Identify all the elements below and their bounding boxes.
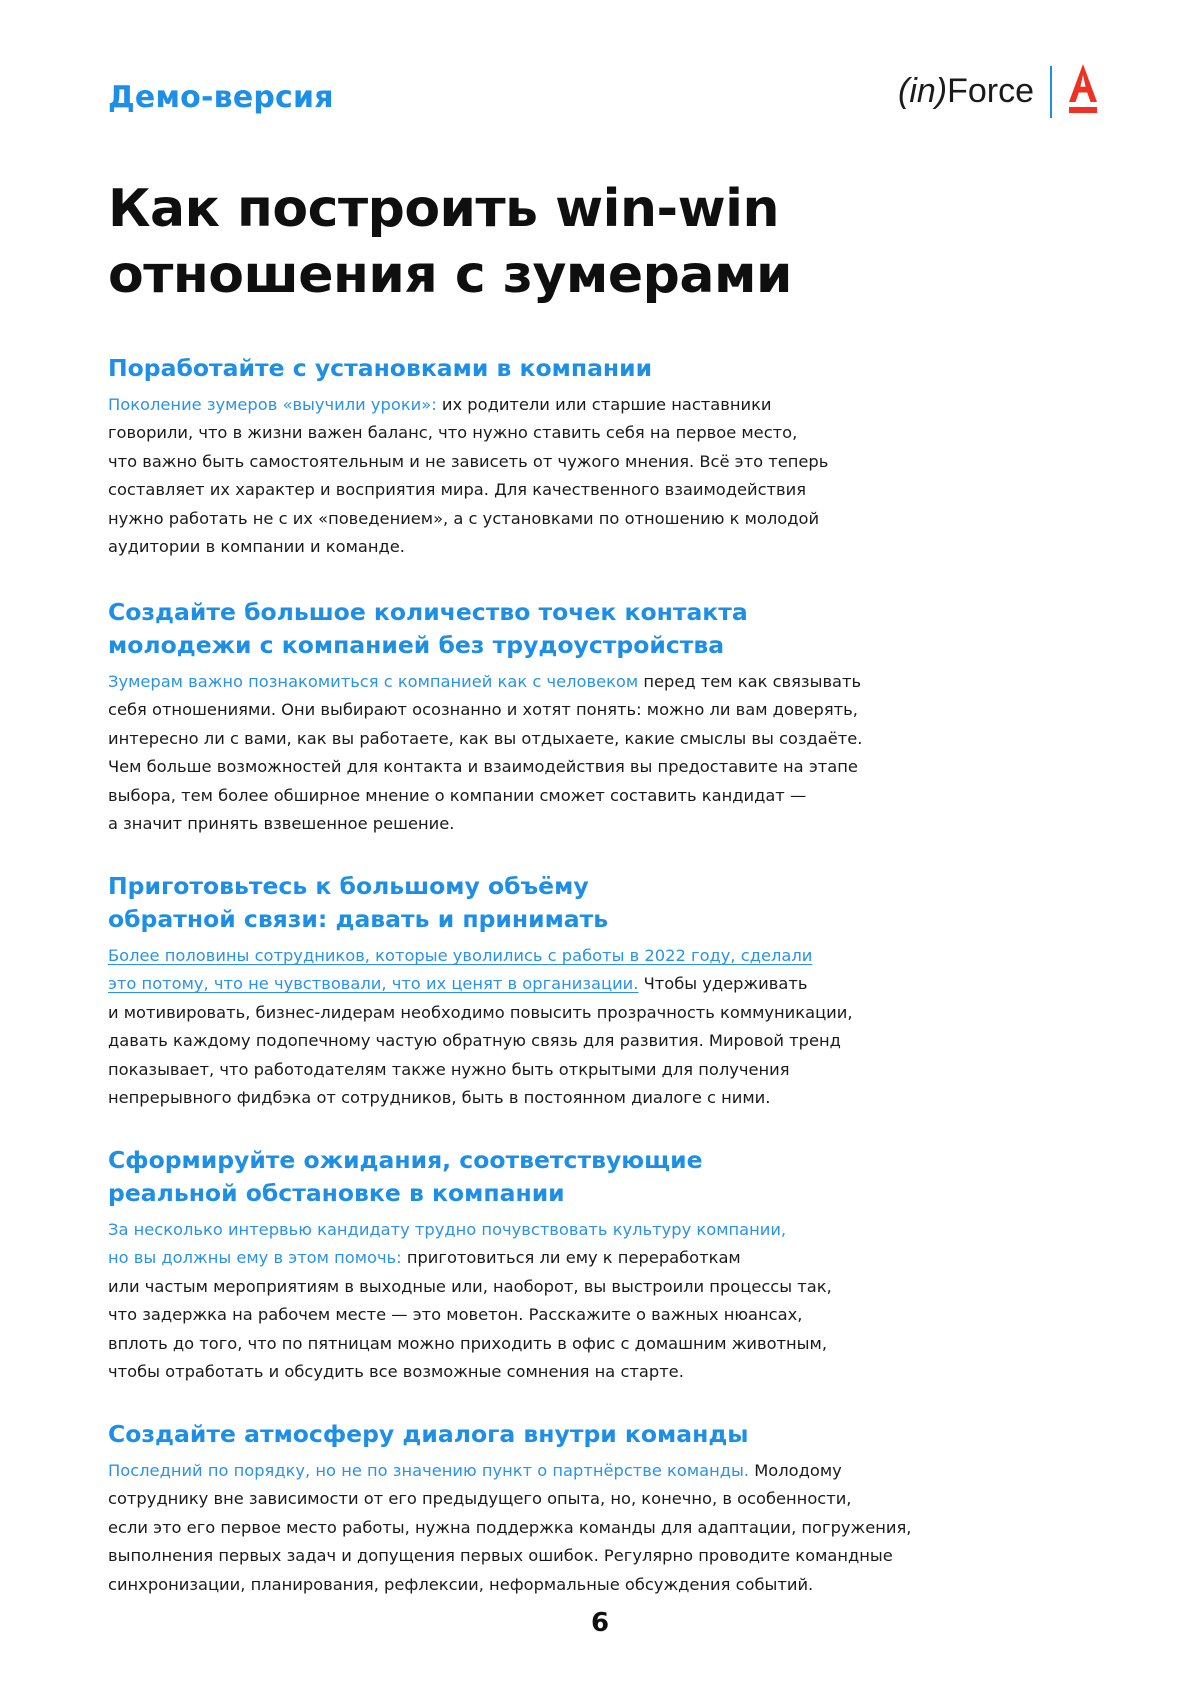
section-lead-text: Зумерам важно познакомиться с компанией как с человеком [108,672,639,691]
section-lead-text: Последний по порядку, но не по значению пункт о партнёрстве команды. [108,1461,750,1480]
section-heading: Создайте атмосферу диалога внутри команды [108,1420,749,1448]
section-feedback [108,870,1008,1112]
section-attitudes [108,352,1008,561]
section-body: Более половины сотрудников, которые уволились с работы в 2022 году, сделали это потому, что не чувствовали, что их ценят в организации. Чтобы удерживать и мотивировать, бизнес-лидерам необходимо повысить прозрачность коммуникации, давать каждому подопечному частую обратную связь для развития. Мировой тренд показывает, что работодателям также нужно быть открытыми для получения непрерывного фидбэка от сотрудников, быть в постоянном диалоге с ними. [108,946,853,1108]
section-body: За несколько интервью кандидату трудно почувствовать культуру компании, но вы должны ему в этом помочь: приготовиться ли ему к переработкам или частым мероприятиям в выходные или, наоборот, вы выстроили процессы так, что задержка на рабочем месте — это моветон. Расскажите о важных нюансах, вплоть до того, что по пятницам можно приходить в офис с домашним животным, чтобы отработать и обсудить все возможные сомнения на старте. [108,1220,832,1382]
section-body: Последний по порядку, но не по значению пункт о партнёрстве команды. Молодому сотруднику вне зависимости от его предыдущего опыта, но, конечно, в особенности, если это его первое место работы, нужна поддержка команды для адаптации, погружения, выполнения первых задач и допущения первых ошибок. Регулярно проводите командные синхронизации, планирования, рефлексии, неформальные обсуждения событий. [108,1461,912,1594]
demo-version-label: Демо-версия [108,80,334,115]
section-heading: Поработайте с установками в компании [108,354,653,382]
section-body: Зумерам важно познакомиться с компанией как с человеком перед тем как связывать себя отношениями. Они выбирают осознанно и хотят понять: можно ли вам доверять, интересно ли с вами, как вы работаете, как вы отдыхаете, какие смыслы вы создаёте. Чем больше возможностей для контакта и взаимодействия вы предоставите на этапе выбора, тем более обширное мнение о компании сможет составить кандидат — а значит принять взвешенное решение. [108,672,863,834]
section-heading: Создайте большое количество точек контакта молодежи с компанией без трудоустройства [108,598,748,659]
section-lead-text: За несколько интервью кандидату трудно почувствовать культуру компании, но вы должны ему в этом помочь: [108,1220,787,1268]
page-title: Как построить win-win отношения с зумерами [108,179,792,305]
section-lead-text: Поколение зумеров «выучили уроки»: [108,395,437,414]
section-expectations [108,1144,1008,1386]
inforce-logo: (in)Force [898,72,1035,110]
section-contact-points [108,596,1008,838]
section-lead-link[interactable]: Более половины сотрудников, которые уволились с работы в 2022 году, сделали это потому, что не чувствовали, что их ценят в организации. [108,946,813,994]
page-number: 6 [590,1608,610,1638]
section-body: Поколение зумеров «выучили уроки»: их родители или старшие наставники говорили, что в жизни важен баланс, что нужно ставить себя на первое место, что важно быть самостоятельным и не зависеть от чужого мнения. Всё это теперь составляет их характер и восприятия мира. Для качественного взаимодействия нужно работать не с их «поведением», а с установками по отношению к молодой аудитории в компании и команде. [108,395,829,557]
section-heading: Приготовьтесь к большому объёму обратной связи: давать и принимать [108,872,609,933]
section-team-dialogue [108,1418,1008,1599]
brand-header [898,62,1098,122]
brand-divider [1050,66,1052,118]
section-heading: Сформируйте ожидания, соответствующие реальной обстановке в компании [108,1146,703,1207]
alfa-bank-logo-icon [1066,62,1100,118]
